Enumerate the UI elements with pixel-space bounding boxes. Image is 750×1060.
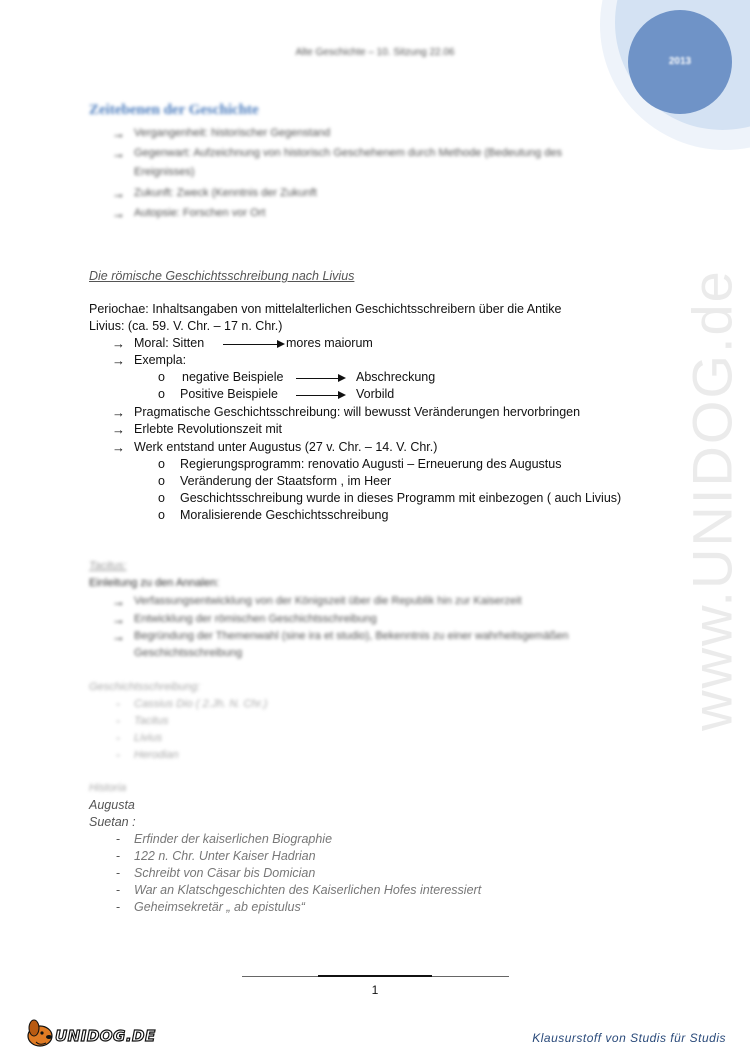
moral-label: Moral: Sitten [134,336,205,350]
long-arrow-icon [296,378,344,379]
dash-icon: - [116,866,121,880]
list-item: Begründung der Themenwahl (sine ira et studio), Bekenntnis zu einer wahrheitsgemäßen [134,630,569,642]
watermark: www.UNIDOG.de [680,269,744,731]
suetan-item: Schreibt von Cäsar bis Domician [134,866,316,880]
dash-icon: - [116,748,121,762]
section-title-zeitebenen: Zeitebenen der Geschichte [89,102,259,118]
negative-result: Abschreckung [356,370,436,384]
list-item: Zukunft: Zweck (Kenntnis der Zukunft [134,187,317,199]
arrow-icon: → [112,206,125,221]
footer-tagline: Klausurstoff von Studis für Studis [532,1031,726,1045]
arrow-icon: → [112,629,125,644]
dash-icon: - [116,697,121,711]
list-item: Ereignisses) [134,166,195,178]
dash-icon: - [116,849,121,863]
sub-item: Moralisierende Geschichtsschreibung [180,508,389,522]
periochae-line: Periochae: Inhaltsangaben von mittelalterlichen Geschichtsschreibern über die Antike [89,302,562,316]
suetan-item: Erfinder der kaiserlichen Biographie [134,832,333,846]
sub-item: Regierungsprogramm: renovatio Augusti – Erneuerung des Augustus [180,457,562,471]
bullet-icon: o [158,387,165,401]
long-arrow-icon [296,395,344,396]
livius-line: Livius: (ca. 59. V. Chr. – 17 n. Chr.) [89,319,283,333]
suetan-title: Suetan : [89,815,136,829]
sub-item: Geschichtsschreibung wurde in dieses Programm mit einbezogen ( auch Livius) [180,491,622,505]
negative-label: negative Beispiele [182,370,284,384]
dash-icon: - [116,883,121,897]
suetan-item: Geheimsekretär „ ab epistulus“ [134,900,305,914]
augusta-label: Augusta [89,798,135,812]
long-arrow-icon [223,344,283,345]
dash-icon: - [116,714,121,728]
positive-result: Vorbild [356,387,395,401]
werk-line: Werk entstand unter Augustus (27 v. Chr. – 14. V. Chr.) [134,440,438,454]
pragmatisch-line: Pragmatische Geschichtsschreibung: will bewusst Veränderungen hervorbringen [134,405,581,419]
page-header: Alte Geschichte – 10. Sitzung 22.06 [295,47,455,58]
year-label: 2013 [668,56,692,67]
arrow-icon: → [112,353,125,368]
arrow-icon: → [112,612,125,627]
list-item: Verfassungsentwicklung von der Königszeit über die Republik hin zur Kaiserzeit [134,595,522,607]
section-heading-livius: Die römische Geschichtsschreibung nach Livius [89,269,355,283]
page-number: 1 [371,983,379,997]
tacitus-intro: Einleitung zu den Annalen: [89,577,220,589]
suetan-item: War an Klatschgeschichten des Kaiserlichen Hofes interessiert [134,883,482,897]
list-item: Vergangenheit: historischer Gegenstand [134,127,331,139]
suetan-item: 122 n. Chr. Unter Kaiser Hadrian [134,849,316,863]
arrow-icon: → [112,126,125,141]
dash-icon: - [116,900,121,914]
gs-title: Geschichtsschreibung: [89,681,201,693]
sub-item: Veränderung der Staatsform , im Heer [180,474,392,488]
bullet-icon: o [158,491,165,505]
moral-result: mores maiorum [286,336,373,350]
list-item: Gegenwart: Aufzeichnung von historisch Geschehenem durch Methode (Bedeutung des [134,147,563,159]
arrow-icon: → [112,336,125,351]
list-item: Geschichtsschreibung [134,647,243,659]
gs-item: Cassius Dio ( 2.Jh. N. Chr.) [134,698,268,710]
gs-item: Tacitus [134,715,169,727]
historia-label: Historia [89,782,127,794]
gs-item: Herodian [134,749,179,761]
arrow-icon: → [112,440,125,455]
revolution-line: Erlebte Revolutionszeit mit [134,422,282,436]
exempla-label: Exempla: [134,353,187,367]
arrow-icon: → [112,594,125,609]
list-item: Entwicklung der römischen Geschichtsschreibung [134,613,377,625]
tacitus-title: Tacitus: [89,560,127,572]
positive-label: Positive Beispiele [180,387,278,401]
bullet-icon: o [158,457,165,471]
list-item: Autopsie: Forschen vor Ort [134,207,266,219]
bullet-icon: o [158,508,165,522]
bullet-icon: o [158,474,165,488]
arrow-icon: → [112,186,125,201]
arrow-icon: → [112,146,125,161]
arrow-icon: → [112,422,125,437]
footer-divider-accent [318,975,432,977]
arrow-icon: → [112,405,125,420]
gs-item: Livius [134,732,163,744]
bullet-icon: o [158,370,165,384]
dash-icon: - [116,832,121,846]
logo-text: UNIDOG.DE [55,1027,156,1045]
dash-icon: - [116,731,121,745]
